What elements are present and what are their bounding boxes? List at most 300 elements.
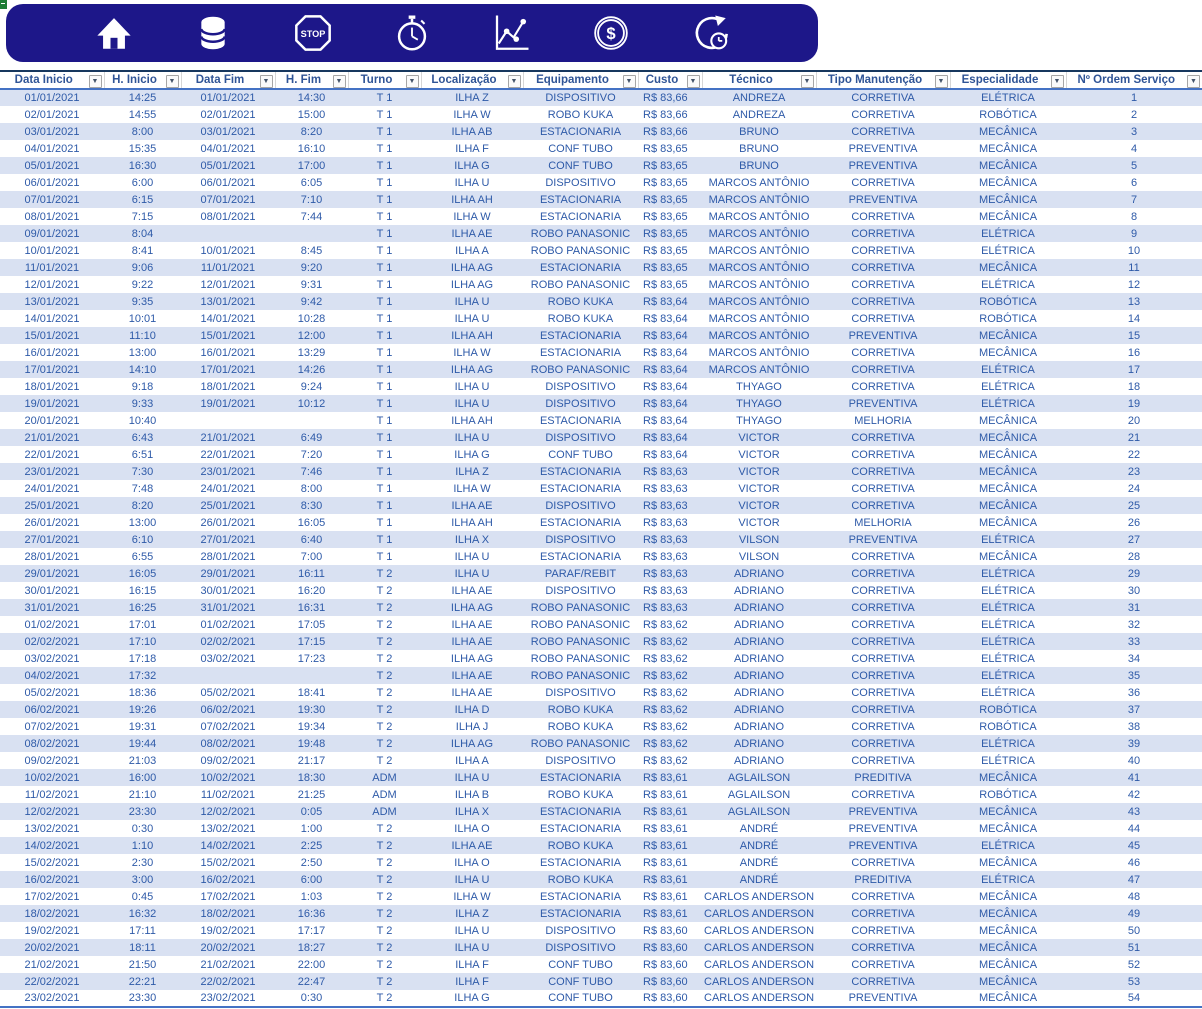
cell-data_inicio[interactable]: 08/02/2021 bbox=[0, 735, 104, 752]
cell-tecnico[interactable]: MARCOS ANTÔNIO bbox=[708, 278, 810, 291]
cell-especialidade[interactable]: MECÂNICA bbox=[978, 924, 1038, 937]
cell-tecnico[interactable]: CARLOS ANDERSON bbox=[704, 890, 815, 903]
cell-h_inicio[interactable]: 17:18 bbox=[128, 652, 157, 665]
cell-custo[interactable]: R$ 83,65 bbox=[638, 259, 702, 276]
cell-localizacao[interactable]: ILHA U bbox=[454, 550, 490, 563]
cell-equipamento[interactable]: DISPOSITIVO bbox=[523, 429, 638, 446]
cell-custo[interactable]: R$ 83,63 bbox=[638, 565, 702, 582]
cell-localizacao[interactable]: ILHA U bbox=[454, 924, 490, 937]
cell-tecnico[interactable]: MARCOS ANTÔNIO bbox=[702, 361, 816, 378]
cell-ordem_servico[interactable]: 53 bbox=[1066, 973, 1202, 990]
cell-localizacao[interactable]: ILHA AE bbox=[421, 837, 523, 854]
cell-equipamento[interactable]: CONF TUBO bbox=[523, 157, 638, 174]
cell-data_inicio[interactable]: 30/01/2021 bbox=[24, 584, 80, 597]
cell-ordem_servico[interactable]: 6 bbox=[1130, 176, 1138, 189]
cell-h_fim[interactable]: 14:26 bbox=[275, 361, 348, 378]
cell-equipamento[interactable]: CONF TUBO bbox=[548, 142, 613, 155]
cell-h_inicio[interactable]: 17:32 bbox=[104, 667, 181, 684]
cell-h_inicio[interactable]: 6:51 bbox=[131, 448, 154, 461]
cell-data_inicio[interactable]: 05/02/2021 bbox=[24, 686, 80, 699]
cell-h_inicio[interactable]: 14:55 bbox=[128, 108, 157, 121]
cell-equipamento[interactable]: DISPOSITIVO bbox=[523, 939, 638, 956]
cell-custo[interactable]: R$ 83,60 bbox=[638, 939, 702, 956]
cell-custo[interactable]: R$ 83,60 bbox=[643, 924, 688, 937]
cell-h_fim[interactable]: 2:50 bbox=[300, 856, 323, 869]
cell-equipamento[interactable]: ESTACIONARIA bbox=[523, 123, 638, 140]
cell-turno[interactable]: T 2 bbox=[376, 856, 393, 869]
cell-h_fim[interactable]: 18:41 bbox=[297, 686, 326, 699]
cell-localizacao[interactable]: ILHA J bbox=[455, 720, 489, 733]
cell-equipamento[interactable]: ESTACIONARIA bbox=[523, 905, 638, 922]
cell-tipo_manutencao[interactable]: CORRETIVA bbox=[851, 754, 915, 767]
cell-h_inicio[interactable]: 0:45 bbox=[131, 890, 154, 903]
cell-equipamento[interactable]: ROBO KUKA bbox=[523, 701, 638, 718]
cell-ordem_servico[interactable]: 54 bbox=[1127, 992, 1141, 1004]
cell-custo[interactable]: R$ 83,64 bbox=[638, 327, 702, 344]
cell-data_fim[interactable] bbox=[181, 412, 275, 429]
cell-especialidade[interactable]: ELÉTRICA bbox=[981, 686, 1035, 699]
cell-turno[interactable]: T 2 bbox=[376, 958, 393, 971]
cell-custo[interactable]: R$ 83,62 bbox=[643, 686, 688, 699]
cell-especialidade[interactable]: MECÂNICA bbox=[978, 448, 1038, 461]
cell-tecnico[interactable]: ANDREZA bbox=[732, 108, 786, 121]
cell-equipamento[interactable]: ROBO PANASONIC bbox=[523, 599, 638, 616]
cell-data_fim[interactable]: 05/01/2021 bbox=[181, 157, 275, 174]
cell-tecnico[interactable]: ADRIANO bbox=[733, 754, 785, 767]
cell-tipo_manutencao[interactable]: CORRETIVA bbox=[851, 312, 915, 325]
cell-data_fim[interactable]: 14/01/2021 bbox=[200, 312, 256, 325]
cell-data_fim[interactable]: 24/01/2021 bbox=[200, 482, 256, 495]
cell-data_fim[interactable]: 31/01/2021 bbox=[181, 599, 275, 616]
cell-equipamento[interactable]: ESTACIONARIA bbox=[523, 191, 638, 208]
cell-data_fim[interactable]: 16/02/2021 bbox=[181, 871, 275, 888]
cell-custo[interactable]: R$ 83,63 bbox=[643, 550, 688, 563]
cell-tipo_manutencao[interactable]: CORRETIVA bbox=[816, 225, 950, 242]
cell-custo[interactable]: R$ 83,61 bbox=[638, 871, 702, 888]
cell-data_inicio[interactable]: 21/01/2021 bbox=[0, 429, 104, 446]
cell-h_inicio[interactable]: 14:25 bbox=[104, 89, 181, 106]
cell-data_inicio[interactable]: 22/02/2021 bbox=[0, 973, 104, 990]
cell-ordem_servico[interactable]: 7 bbox=[1066, 191, 1202, 208]
cell-data_inicio[interactable]: 01/02/2021 bbox=[24, 618, 80, 631]
cell-turno[interactable]: T 1 bbox=[376, 380, 393, 393]
cell-h_inicio[interactable]: 22:21 bbox=[104, 973, 181, 990]
cell-ordem_servico[interactable]: 1 bbox=[1066, 89, 1202, 106]
cell-data_inicio[interactable]: 12/02/2021 bbox=[0, 803, 104, 820]
cell-ordem_servico[interactable]: 20 bbox=[1127, 414, 1141, 427]
cell-custo[interactable]: R$ 83,63 bbox=[638, 531, 702, 548]
cell-localizacao[interactable]: ILHA Z bbox=[421, 463, 523, 480]
cell-tecnico[interactable]: AGLAILSON bbox=[727, 788, 791, 801]
cell-ordem_servico[interactable]: 8 bbox=[1130, 210, 1138, 223]
cell-h_fim[interactable]: 8:00 bbox=[300, 482, 323, 495]
cell-localizacao[interactable]: ILHA B bbox=[454, 788, 490, 801]
cell-h_fim[interactable]: 16:10 bbox=[297, 142, 326, 155]
cell-tecnico[interactable]: AGLAILSON bbox=[702, 803, 816, 820]
cell-equipamento[interactable]: CONF TUBO bbox=[548, 448, 613, 461]
cell-h_inicio[interactable]: 8:20 bbox=[104, 497, 181, 514]
cell-turno[interactable]: T 2 bbox=[376, 890, 393, 903]
cell-turno[interactable]: T 1 bbox=[348, 259, 421, 276]
cell-h_inicio[interactable]: 0:30 bbox=[131, 822, 154, 835]
cell-data_fim[interactable]: 02/02/2021 bbox=[181, 633, 275, 650]
cell-tipo_manutencao[interactable]: CORRETIVA bbox=[851, 890, 915, 903]
cell-data_inicio[interactable]: 06/01/2021 bbox=[24, 176, 80, 189]
cell-ordem_servico[interactable]: 4 bbox=[1130, 142, 1138, 155]
filter-button-data_inicio[interactable]: ▼ bbox=[89, 75, 102, 88]
cell-tecnico[interactable]: ADRIANO bbox=[702, 701, 816, 718]
cell-localizacao[interactable]: ILHA Z bbox=[421, 905, 523, 922]
cell-turno[interactable]: T 1 bbox=[376, 108, 393, 121]
cell-data_inicio[interactable]: 13/02/2021 bbox=[24, 822, 80, 835]
cell-equipamento[interactable]: ROBO KUKA bbox=[523, 293, 638, 310]
cell-tipo_manutencao[interactable]: CORRETIVA bbox=[851, 686, 915, 699]
cell-tecnico[interactable]: MARCOS ANTÔNIO bbox=[702, 327, 816, 344]
cell-data_inicio[interactable]: 06/02/2021 bbox=[0, 701, 104, 718]
cell-localizacao[interactable]: ILHA AE bbox=[451, 584, 493, 597]
cell-equipamento[interactable]: ROBO PANASONIC bbox=[523, 667, 638, 684]
cell-localizacao[interactable]: ILHA U bbox=[421, 565, 523, 582]
cell-tecnico[interactable]: VILSON bbox=[702, 531, 816, 548]
cell-localizacao[interactable]: ILHA U bbox=[421, 429, 523, 446]
cell-data_fim[interactable]: 01/02/2021 bbox=[200, 618, 256, 631]
cell-h_inicio[interactable]: 23:30 bbox=[104, 803, 181, 820]
cell-h_fim[interactable]: 18:27 bbox=[275, 939, 348, 956]
cell-equipamento[interactable]: DISPOSITIVO bbox=[545, 176, 616, 189]
cell-h_inicio[interactable]: 19:44 bbox=[104, 735, 181, 752]
cell-tipo_manutencao[interactable]: MELHORIA bbox=[854, 516, 912, 529]
cell-data_fim[interactable]: 10/02/2021 bbox=[181, 769, 275, 786]
cell-especialidade[interactable]: ROBÓTICA bbox=[950, 701, 1066, 718]
cell-tecnico[interactable]: ANDRÉ bbox=[702, 871, 816, 888]
cell-tecnico[interactable]: THYAGO bbox=[736, 380, 782, 393]
cell-localizacao[interactable]: ILHA U bbox=[421, 769, 523, 786]
cell-tecnico[interactable]: MARCOS ANTÔNIO bbox=[708, 210, 810, 223]
cell-ordem_servico[interactable]: 37 bbox=[1066, 701, 1202, 718]
cell-ordem_servico[interactable]: 12 bbox=[1127, 278, 1141, 291]
cell-h_inicio[interactable]: 2:30 bbox=[131, 856, 154, 869]
cell-data_inicio[interactable]: 14/01/2021 bbox=[24, 312, 80, 325]
cell-especialidade[interactable]: MECÂNICA bbox=[950, 463, 1066, 480]
cell-localizacao[interactable]: ILHA A bbox=[455, 244, 489, 257]
cell-tipo_manutencao[interactable]: PREVENTIVA bbox=[848, 992, 918, 1004]
cell-equipamento[interactable]: ESTACIONARIA bbox=[523, 803, 638, 820]
cell-data_inicio[interactable]: 24/01/2021 bbox=[24, 482, 80, 495]
cell-tecnico[interactable]: VICTOR bbox=[702, 497, 816, 514]
cell-tipo_manutencao[interactable]: CORRETIVA bbox=[851, 550, 915, 563]
cell-custo[interactable]: R$ 83,63 bbox=[638, 497, 702, 514]
cell-especialidade[interactable]: MECÂNICA bbox=[950, 973, 1066, 990]
cell-tecnico[interactable]: MARCOS ANTÔNIO bbox=[708, 346, 810, 359]
cell-turno[interactable]: T 1 bbox=[348, 191, 421, 208]
cell-especialidade[interactable]: ELÉTRICA bbox=[981, 584, 1035, 597]
cell-especialidade[interactable]: ROBÓTICA bbox=[979, 312, 1037, 325]
cell-ordem_servico[interactable]: 14 bbox=[1127, 312, 1141, 325]
cell-h_inicio[interactable]: 21:10 bbox=[128, 788, 157, 801]
cell-h_fim[interactable]: 8:30 bbox=[275, 497, 348, 514]
cell-especialidade[interactable]: ELÉTRICA bbox=[950, 531, 1066, 548]
cell-data_fim[interactable]: 25/01/2021 bbox=[181, 497, 275, 514]
cell-turno[interactable]: T 2 bbox=[376, 992, 393, 1004]
cell-h_fim[interactable]: 16:31 bbox=[275, 599, 348, 616]
cell-data_fim[interactable]: 22/01/2021 bbox=[200, 448, 256, 461]
cell-localizacao[interactable]: ILHA W bbox=[453, 210, 491, 223]
cell-ordem_servico[interactable]: 26 bbox=[1127, 516, 1141, 529]
cell-tipo_manutencao[interactable]: CORRETIVA bbox=[851, 244, 915, 257]
cell-equipamento[interactable]: DISPOSITIVO bbox=[545, 686, 616, 699]
cell-turno[interactable]: T 2 bbox=[348, 871, 421, 888]
cell-localizacao[interactable]: ILHA F bbox=[455, 958, 489, 971]
cell-custo[interactable]: R$ 83,65 bbox=[643, 176, 688, 189]
cell-ordem_servico[interactable]: 34 bbox=[1127, 652, 1141, 665]
cell-data_fim[interactable]: 26/01/2021 bbox=[200, 516, 256, 529]
cell-data_fim[interactable]: 10/01/2021 bbox=[200, 244, 256, 257]
filter-button-localizacao[interactable]: ▼ bbox=[508, 75, 521, 88]
cell-h_fim[interactable]: 7:46 bbox=[275, 463, 348, 480]
cell-tipo_manutencao[interactable]: CORRETIVA bbox=[816, 599, 950, 616]
filter-button-h_fim[interactable]: ▼ bbox=[333, 75, 346, 88]
cell-custo[interactable]: R$ 83,60 bbox=[643, 992, 688, 1004]
cell-tipo_manutencao[interactable]: CORRETIVA bbox=[851, 856, 915, 869]
cell-especialidade[interactable]: ELÉTRICA bbox=[981, 278, 1035, 291]
cell-especialidade[interactable]: MECÂNICA bbox=[950, 259, 1066, 276]
cell-localizacao[interactable]: ILHA AG bbox=[421, 259, 523, 276]
cell-tipo_manutencao[interactable]: CORRETIVA bbox=[816, 293, 950, 310]
cell-especialidade[interactable]: MECÂNICA bbox=[978, 346, 1038, 359]
cell-data_fim[interactable]: 28/01/2021 bbox=[200, 550, 256, 563]
cell-h_fim[interactable]: 17:00 bbox=[275, 157, 348, 174]
cell-data_fim[interactable]: 29/01/2021 bbox=[181, 565, 275, 582]
cell-localizacao[interactable]: ILHA W bbox=[453, 890, 491, 903]
cell-custo[interactable]: R$ 83,62 bbox=[643, 652, 688, 665]
cell-especialidade[interactable]: ELÉTRICA bbox=[950, 565, 1066, 582]
cell-custo[interactable]: R$ 83,65 bbox=[638, 225, 702, 242]
cell-equipamento[interactable]: ESTACIONARIA bbox=[539, 890, 622, 903]
cell-especialidade[interactable]: MECÂNICA bbox=[950, 803, 1066, 820]
cell-data_fim[interactable]: 18/02/2021 bbox=[181, 905, 275, 922]
cell-equipamento[interactable]: ESTACIONARIA bbox=[523, 769, 638, 786]
cell-h_fim[interactable]: 19:30 bbox=[275, 701, 348, 718]
cell-h_fim[interactable]: 6:49 bbox=[275, 429, 348, 446]
cell-turno[interactable]: T 2 bbox=[348, 973, 421, 990]
cell-tipo_manutencao[interactable]: CORRETIVA bbox=[851, 278, 915, 291]
cell-ordem_servico[interactable]: 40 bbox=[1127, 754, 1141, 767]
cell-especialidade[interactable]: MECÂNICA bbox=[978, 482, 1038, 495]
cell-turno[interactable]: T 2 bbox=[348, 599, 421, 616]
cell-custo[interactable]: R$ 83,61 bbox=[643, 890, 688, 903]
cell-tipo_manutencao[interactable]: CORRETIVA bbox=[816, 89, 950, 106]
cell-tecnico[interactable]: BRUNO bbox=[702, 123, 816, 140]
cell-especialidade[interactable]: MECÂNICA bbox=[950, 191, 1066, 208]
cell-tecnico[interactable]: ADRIANO bbox=[733, 686, 785, 699]
cell-ordem_servico[interactable]: 21 bbox=[1066, 429, 1202, 446]
cell-data_fim[interactable]: 16/01/2021 bbox=[200, 346, 256, 359]
cell-ordem_servico[interactable]: 42 bbox=[1127, 788, 1141, 801]
cell-ordem_servico[interactable]: 47 bbox=[1066, 871, 1202, 888]
cell-tecnico[interactable]: ADRIANO bbox=[702, 735, 816, 752]
cell-tipo_manutencao[interactable]: PREVENTIVA bbox=[816, 191, 950, 208]
cell-turno[interactable]: T 1 bbox=[348, 123, 421, 140]
cell-turno[interactable]: T 2 bbox=[376, 584, 393, 597]
cell-ordem_servico[interactable]: 11 bbox=[1066, 259, 1202, 276]
cell-data_inicio[interactable]: 29/01/2021 bbox=[0, 565, 104, 582]
cell-turno[interactable]: T 1 bbox=[348, 429, 421, 446]
cell-tecnico[interactable]: ANDREZA bbox=[702, 89, 816, 106]
cell-ordem_servico[interactable]: 10 bbox=[1127, 244, 1141, 257]
cell-equipamento[interactable]: ROBO KUKA bbox=[523, 871, 638, 888]
cell-turno[interactable]: T 2 bbox=[376, 754, 393, 767]
cell-custo[interactable]: R$ 83,63 bbox=[643, 482, 688, 495]
cell-especialidade[interactable]: MECÂNICA bbox=[950, 157, 1066, 174]
cell-especialidade[interactable]: MECÂNICA bbox=[950, 497, 1066, 514]
cell-h_inicio[interactable]: 16:32 bbox=[104, 905, 181, 922]
filter-button-data_fim[interactable]: ▼ bbox=[260, 75, 273, 88]
cell-tipo_manutencao[interactable]: CORRETIVA bbox=[816, 633, 950, 650]
cell-tecnico[interactable]: ADRIANO bbox=[733, 652, 785, 665]
cell-h_fim[interactable]: 16:11 bbox=[275, 565, 348, 582]
cell-data_inicio[interactable]: 12/01/2021 bbox=[24, 278, 80, 291]
cell-equipamento[interactable]: PARAF/REBIT bbox=[523, 565, 638, 582]
cell-tipo_manutencao[interactable]: CORRETIVA bbox=[816, 123, 950, 140]
cell-h_inicio[interactable]: 16:25 bbox=[104, 599, 181, 616]
cell-turno[interactable]: T 2 bbox=[348, 735, 421, 752]
cell-h_inicio[interactable]: 16:30 bbox=[104, 157, 181, 174]
cell-localizacao[interactable]: ILHA Z bbox=[421, 89, 523, 106]
cell-h_fim[interactable]: 18:30 bbox=[275, 769, 348, 786]
cell-h_inicio[interactable]: 21:03 bbox=[128, 754, 157, 767]
cell-data_fim[interactable]: 17/01/2021 bbox=[181, 361, 275, 378]
cell-tipo_manutencao[interactable]: PREDITIVA bbox=[816, 769, 950, 786]
dollar-button[interactable] bbox=[588, 10, 634, 56]
cell-especialidade[interactable]: ELÉTRICA bbox=[950, 225, 1066, 242]
cell-data_fim[interactable]: 22/02/2021 bbox=[181, 973, 275, 990]
cell-data_inicio[interactable]: 02/02/2021 bbox=[0, 633, 104, 650]
cell-tipo_manutencao[interactable]: CORRETIVA bbox=[851, 652, 915, 665]
cell-ordem_servico[interactable]: 24 bbox=[1127, 482, 1141, 495]
cell-custo[interactable]: R$ 83,63 bbox=[638, 463, 702, 480]
cell-custo[interactable]: R$ 83,62 bbox=[643, 618, 688, 631]
cell-h_inicio[interactable]: 14:10 bbox=[104, 361, 181, 378]
cell-tipo_manutencao[interactable]: CORRETIVA bbox=[816, 701, 950, 718]
cell-turno[interactable]: T 1 bbox=[348, 327, 421, 344]
cell-data_fim[interactable]: 14/02/2021 bbox=[181, 837, 275, 854]
cell-especialidade[interactable]: MECÂNICA bbox=[950, 429, 1066, 446]
cell-localizacao[interactable]: ILHA U bbox=[454, 176, 490, 189]
cell-localizacao[interactable]: ILHA G bbox=[454, 448, 490, 461]
cell-data_fim[interactable] bbox=[181, 667, 275, 684]
cell-tecnico[interactable]: CARLOS ANDERSON bbox=[704, 958, 815, 971]
cell-data_inicio[interactable]: 23/01/2021 bbox=[0, 463, 104, 480]
cell-turno[interactable]: T 1 bbox=[348, 497, 421, 514]
cell-ordem_servico[interactable]: 19 bbox=[1066, 395, 1202, 412]
cell-equipamento[interactable]: ROBO KUKA bbox=[547, 312, 614, 325]
cell-h_inicio[interactable]: 7:48 bbox=[131, 482, 154, 495]
cell-h_fim[interactable]: 17:15 bbox=[275, 633, 348, 650]
cell-h_inicio[interactable]: 13:00 bbox=[128, 346, 157, 359]
cell-custo[interactable]: R$ 83,62 bbox=[643, 754, 688, 767]
cell-data_inicio[interactable]: 10/02/2021 bbox=[0, 769, 104, 786]
cell-especialidade[interactable]: ELÉTRICA bbox=[950, 667, 1066, 684]
cell-h_inicio[interactable]: 3:00 bbox=[104, 871, 181, 888]
cell-h_inicio[interactable]: 9:33 bbox=[104, 395, 181, 412]
cell-data_fim[interactable]: 23/01/2021 bbox=[181, 463, 275, 480]
cell-tipo_manutencao[interactable]: CORRETIVA bbox=[851, 448, 915, 461]
cell-h_inicio[interactable]: 21:50 bbox=[128, 958, 157, 971]
cell-tecnico[interactable]: MARCOS ANTÔNIO bbox=[702, 225, 816, 242]
cell-especialidade[interactable]: ELÉTRICA bbox=[981, 618, 1035, 631]
cell-ordem_servico[interactable]: 44 bbox=[1127, 822, 1141, 835]
cell-data_inicio[interactable]: 23/02/2021 bbox=[24, 992, 80, 1004]
cell-equipamento[interactable]: ROBO KUKA bbox=[547, 720, 614, 733]
cell-custo[interactable]: R$ 83,66 bbox=[638, 123, 702, 140]
cell-tipo_manutencao[interactable]: PREVENTIVA bbox=[816, 531, 950, 548]
cell-localizacao[interactable]: ILHA W bbox=[453, 108, 491, 121]
cell-data_fim[interactable]: 18/01/2021 bbox=[200, 380, 256, 393]
cell-turno[interactable]: T 1 bbox=[348, 395, 421, 412]
cell-especialidade[interactable]: ELÉTRICA bbox=[950, 837, 1066, 854]
cell-data_inicio[interactable]: 19/01/2021 bbox=[0, 395, 104, 412]
cell-ordem_servico[interactable]: 43 bbox=[1066, 803, 1202, 820]
cell-localizacao[interactable]: ILHA AG bbox=[421, 735, 523, 752]
cell-custo[interactable]: R$ 83,62 bbox=[638, 735, 702, 752]
cell-ordem_servico[interactable]: 30 bbox=[1127, 584, 1141, 597]
cell-equipamento[interactable]: ROBO PANASONIC bbox=[530, 244, 631, 257]
cell-localizacao[interactable]: ILHA U bbox=[421, 395, 523, 412]
cell-localizacao[interactable]: ILHA X bbox=[421, 531, 523, 548]
cell-ordem_servico[interactable]: 16 bbox=[1127, 346, 1141, 359]
cell-data_inicio[interactable]: 25/01/2021 bbox=[0, 497, 104, 514]
cell-tipo_manutencao[interactable]: CORRETIVA bbox=[851, 618, 915, 631]
cell-turno[interactable]: T 1 bbox=[348, 293, 421, 310]
cell-equipamento[interactable]: ESTACIONARIA bbox=[523, 463, 638, 480]
cell-data_inicio[interactable]: 16/01/2021 bbox=[24, 346, 80, 359]
cell-tecnico[interactable]: VILSON bbox=[738, 550, 780, 563]
cell-ordem_servico[interactable]: 25 bbox=[1066, 497, 1202, 514]
cell-data_fim[interactable]: 11/01/2021 bbox=[181, 259, 275, 276]
cell-h_fim[interactable]: 19:48 bbox=[275, 735, 348, 752]
cell-data_inicio[interactable]: 17/01/2021 bbox=[0, 361, 104, 378]
cell-tecnico[interactable]: ADRIANO bbox=[733, 584, 785, 597]
cell-h_fim[interactable]: 17:23 bbox=[297, 652, 326, 665]
cell-tecnico[interactable]: MARCOS ANTÔNIO bbox=[702, 293, 816, 310]
cell-h_fim[interactable]: 14:30 bbox=[275, 89, 348, 106]
cell-localizacao[interactable]: ILHA AB bbox=[421, 123, 523, 140]
cell-turno[interactable]: T 2 bbox=[348, 837, 421, 854]
cell-ordem_servico[interactable]: 3 bbox=[1066, 123, 1202, 140]
cell-data_fim[interactable]: 13/02/2021 bbox=[200, 822, 256, 835]
cell-localizacao[interactable]: ILHA O bbox=[454, 822, 490, 835]
cell-tipo_manutencao[interactable]: CORRETIVA bbox=[816, 565, 950, 582]
cell-h_inicio[interactable]: 10:40 bbox=[128, 414, 157, 427]
filter-button-custo[interactable]: ▼ bbox=[687, 75, 700, 88]
cell-equipamento[interactable]: DISPOSITIVO bbox=[545, 754, 616, 767]
cell-localizacao[interactable]: ILHA AH bbox=[451, 414, 493, 427]
cell-ordem_servico[interactable]: 23 bbox=[1066, 463, 1202, 480]
cell-h_fim[interactable]: 10:28 bbox=[297, 312, 326, 325]
cell-equipamento[interactable]: DISPOSITIVO bbox=[523, 497, 638, 514]
filter-button-especialidade[interactable]: ▼ bbox=[1051, 75, 1064, 88]
cell-localizacao[interactable]: ILHA G bbox=[454, 992, 490, 1004]
cell-data_inicio[interactable]: 09/01/2021 bbox=[0, 225, 104, 242]
cell-data_fim[interactable]: 30/01/2021 bbox=[200, 584, 256, 597]
cell-h_inicio[interactable]: 8:41 bbox=[131, 244, 154, 257]
cell-tecnico[interactable]: CARLOS ANDERSON bbox=[704, 924, 815, 937]
cell-tecnico[interactable]: ANDRÉ bbox=[702, 837, 816, 854]
cell-especialidade[interactable]: MECÂNICA bbox=[950, 939, 1066, 956]
cell-tecnico[interactable]: ADRIANO bbox=[702, 667, 816, 684]
cell-h_inicio[interactable]: 11:10 bbox=[104, 327, 181, 344]
cell-ordem_servico[interactable]: 38 bbox=[1127, 720, 1141, 733]
